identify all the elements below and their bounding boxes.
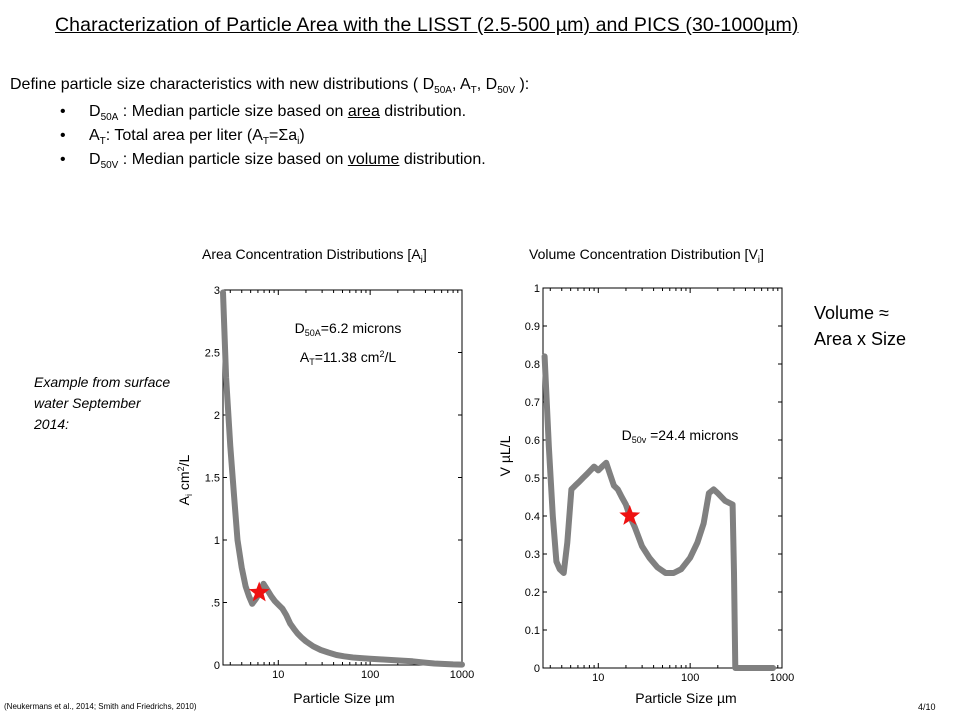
bullet-d50v: • $D_{50V}$ : Median particle size based on volume distribution. (60, 148, 486, 172)
y-tick-label: 0.5 (524, 473, 540, 485)
bullet-marker: • (60, 103, 66, 120)
median-annotation: $D_{50v} =24.4$ microns (621, 427, 739, 445)
area-chart (176, 285, 474, 706)
y-tick-label: 0.6 (524, 435, 540, 447)
y-tick-label: 0.9 (524, 321, 540, 333)
y-tick-label: 0.4 (524, 511, 540, 523)
y-tick-label: 1 (213, 535, 220, 547)
y-tick-label: 2.5 (204, 347, 220, 360)
total-area-annotation: $A_T=11.38$ $cm^2/L$ (299, 349, 397, 367)
series-line (545, 356, 774, 668)
bullet-at: • $A_T$: Total area per liter $(A_T=\Sigma a_i)$ (60, 124, 486, 148)
y-tick-label: 3 (213, 285, 220, 297)
slide-title: Characterization of Particle Area with the LISST (2.5-500 µm) and PICS (30-1000µm) (55, 14, 799, 36)
x-tick-label: 100 (680, 672, 700, 684)
x-tick-label: 10 (592, 672, 605, 684)
y-tick-label: 0.2 (524, 587, 540, 599)
y-tick-label: 0 (213, 660, 220, 672)
x-tick-label: 100 (360, 669, 380, 681)
bullet-marker: • (60, 127, 66, 144)
median-annotation: $D_{50A}=6.2$ microns (294, 320, 402, 338)
relation-line-2: Area x Size (814, 329, 907, 349)
volume-chart (497, 283, 794, 706)
x-axis-label: Particle Size µm (635, 690, 737, 706)
x-tick-label: 1000 (449, 669, 475, 681)
area-chart-title: Area Concentration Distributions $[A_i]$ (202, 246, 427, 266)
y-tick-label: 2 (213, 410, 220, 422)
y-tick-label: 0.1 (524, 625, 540, 637)
y-tick-label: 1.5 (204, 472, 220, 485)
bullet-d50a: • $D_{50A}$ : Median particle size based on area distribution. (60, 100, 486, 124)
bullet-marker: • (60, 151, 66, 168)
y-tick-label: .5 (210, 597, 220, 610)
y-tick-label: 0.3 (524, 549, 540, 561)
example-note: Example from surface water September 2014: (34, 374, 171, 432)
y-tick-label: 0.8 (524, 359, 540, 371)
y-axis-label: V µL/L (497, 435, 513, 477)
x-tick-label: 10 (272, 669, 285, 681)
y-tick-label: 1 (533, 283, 540, 295)
x-axis-label: Particle Size µm (293, 690, 395, 706)
y-tick-label: 0.7 (524, 397, 540, 409)
x-tick-label: 1000 (769, 672, 795, 684)
relation-line-1: Volume ≈ (814, 303, 889, 323)
plot-frame (223, 290, 462, 665)
y-tick-label: 0 (533, 663, 540, 675)
intro-text: Define particle size characteristics with new distributions ( $D_{50A}$, $A_T$, $D_{50V}$ ): (10, 76, 530, 97)
y-axis-label: $A_i$ $cm^2/L$ (176, 454, 194, 506)
page-number: 4/10 (918, 702, 936, 712)
volume-chart-title: Volume Concentration Distribution $[V_i]$ (529, 246, 764, 266)
reference-citation: (Neukermans et al., 2014; Smith and Friedrichs, 2010) (4, 702, 197, 711)
